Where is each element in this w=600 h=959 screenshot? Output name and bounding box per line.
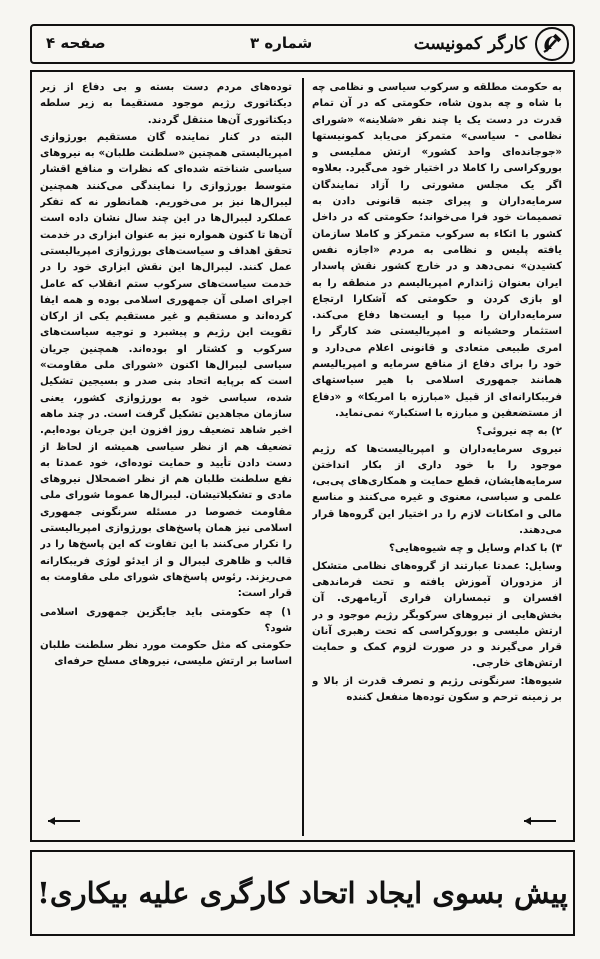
page-number: صفحه ۴	[46, 34, 106, 52]
slogan-banner	[30, 850, 575, 936]
issue-number: شماره ۳	[250, 34, 313, 52]
paragraph: نیروی سرمایه‌داران و امپریالیست‌ها که رژیم موجود را با خود داری از بکار انداختن سرمایه‌هایشان، قطع حمایت و همکاری‌های پی‌بی، علمی و سیاسی، معنوی و غیره می‌کنند و مناسع مالی و امکانات لازم را در اختیار این گروه‌ها قرار می‌دهند.	[312, 443, 562, 537]
paragraph: توده‌های مردم دست بسته و بی دفاع از زیر دیکتاتوری رژیم موجود مستقیما به زیر سلطه دیکتاتوری آن‌ها منتقل گردند.	[40, 82, 292, 126]
question-heading: ۳) با کدام وسایل و چه شیوه‌هایی؟	[388, 543, 562, 555]
article-column-right	[312, 80, 562, 834]
question-heading: ۱) چه حکومتی باید جایگزین جمهوری اسلامی شود؟	[40, 606, 292, 634]
paragraph: وسایل: عمدتا عبارتند از گروه‌های نظامی متشکل از مزدوران آموزش یافته و تحت فرماندهی افسران و تیمساران فراری آریامهری. آن بخش‌هایی از نیروهای سرکوبگر رژیم موجود و در ارتش ملیسی و بوروکراسی که تحت رهبری آنان قرار می‌گیرند و در صورت لزوم کمک و حمایت ارتش‌های خارجی.	[312, 560, 562, 670]
article-column-left	[40, 80, 292, 780]
paragraph: البته در کنار نماینده گان مستقیم بورژوازی امپریالیستی همچنین «سلطنت طلبان» به نیروهای سیاسی شناخته شده‌ای که نظرات و منافع اقشار متوسط بورژوازی را نمایندگی می‌کنند همچنین لیبرال‌ها نیز بر می‌خوریم. همانطور نه که تفکر عملکرد لیبرال‌ها در این چند سال نشان داده است آن‌ها تا کنون همواره نیز به عنوان ابزاری در خدمت تحقق اهداف و سیاست‌های بورژوازی امپریالیستی عمل کنند. لیبرال‌ها این نقش ابزاری خود را در خدمت سیاست‌های سرکوب ستم انقلاب که عامل اجرای اصلی آن جمهوری اسلامی بوده و همه ایفا کرده‌اند و مستقیم و غیر مستقیم یکی از ارکان تقویت این رژیم و پیشبرد و توجیه سیاست‌های سرکوب و کشتار او بوده‌اند. همچنین جریان سیاسی لیبرال‌ها اکنون «شورای ملی مقاومت» است که برپایه اتحاد بنی صدر و بسیجین تشکیل شده، سیاسی خود به بورژوازی کشور، یعنی سازمان مجاهدین تشکیل گرفت است. در چند ماهه اخیر شاهد تضعیف روز افزون این جریان بوده‌ایم. تضعیف هم از نظر سیاسی همیشه از لحاظ از دست دادن تأیید و حمایت توده‌ای، خود عمدتا به نفع سلطنت طلبان هم از نظر اضمحلال نیروهای مادی و تشکیلاتیشان. لیبرال‌ها عموما شورای ملی مقاومت خصوصا در مسئله سرنگونی جمهوری اسلامی نیز همان پاسخ‌های بورژوازی امپریالیستی را تکرار می‌کنند با این تفاوت که این پاسخ‌ها را در قالب و ظاهری لیبرال و از ایدئو لوژی فریبکارانه می‌ریزند. رئوس پاسخ‌های شورای ملی مقاومت به قرار است:	[40, 131, 292, 600]
article-frame	[30, 70, 575, 842]
continue-arrow-right-icon	[522, 816, 558, 826]
question-heading: ۲) به چه نیروئی؟	[476, 426, 562, 438]
hammer-sickle-graphic	[539, 31, 565, 57]
paragraph: به حکومت مطلقه و سرکوب سیاسی و نظامی چه با شاه و چه بدون شاه، حکومتی که در آن تمام قدرت در دست یک یا چند نفر «شلاینه» «شورای نظامی - سیاسی» متمرکز می‌یابد کمونیستها «جوجانده‌ای واحد کشور» ارتش مملیسی و بوروکراسی را کاملا در اختیار خود می‌گیرد. بعلاوه اگر یک مجلس مشورتی را آزاد نمایندگان سرمایه‌داران و پیرای جنبه قانونی دادن به تصمیمات خود فرا می‌خواند؛ حکومتی که در داخل کشور با اتکاء به سرکوب متمرکز و کاملا سازمان یافته پلیس و نظامی به مردم «اجازه نفس کشیدن» نمی‌دهد و در خارج کشور نقش پاسدار ایران بعنوان ژاندارم امپریالیسم در منطقه را به او بازی کردن و حکومتی که آشکارا ارتجاع سرمایه‌داران را میپا و ایست‌ها دفاع می‌کند. استثمار وحشیانه و امپریالیستی ضد کارگر را امری طبیعی متعادی و قانونی اعلام می‌دارد و خود را برای دفاع از منافع سرمایه و امپریالیسم همانند جمهوری اسلامی با هیر سیاستهای فریبکارانه‌ای از قبیل «مبارزه با امریکا» و «دفاع از مستضعفین و مبارزه با استکبار» نمی‌نماید.	[312, 82, 562, 419]
slogan-text: پیش بسوی ایجاد اتحاد کارگری علیه بیکاری!	[37, 876, 568, 910]
masthead	[30, 24, 575, 64]
publication-name: کارگر کمونیست	[413, 34, 527, 54]
newspaper-page	[16, 18, 584, 943]
paragraph: شیوه‌ها: سرنگونی رژیم و تصرف قدرت از بالا و بر زمینه ترحم و سکون توده‌ها منفعل کننده	[312, 675, 562, 703]
paragraph: حکومتی که مثل حکومت مورد نظر سلطنت طلبان اساسا بر ارتش ملیسی، نیروهای مسلح حرفه‌ای	[40, 640, 292, 668]
continue-arrow-left-icon	[46, 816, 82, 826]
hammer-sickle-icon	[535, 27, 569, 61]
column-divider	[302, 78, 304, 836]
